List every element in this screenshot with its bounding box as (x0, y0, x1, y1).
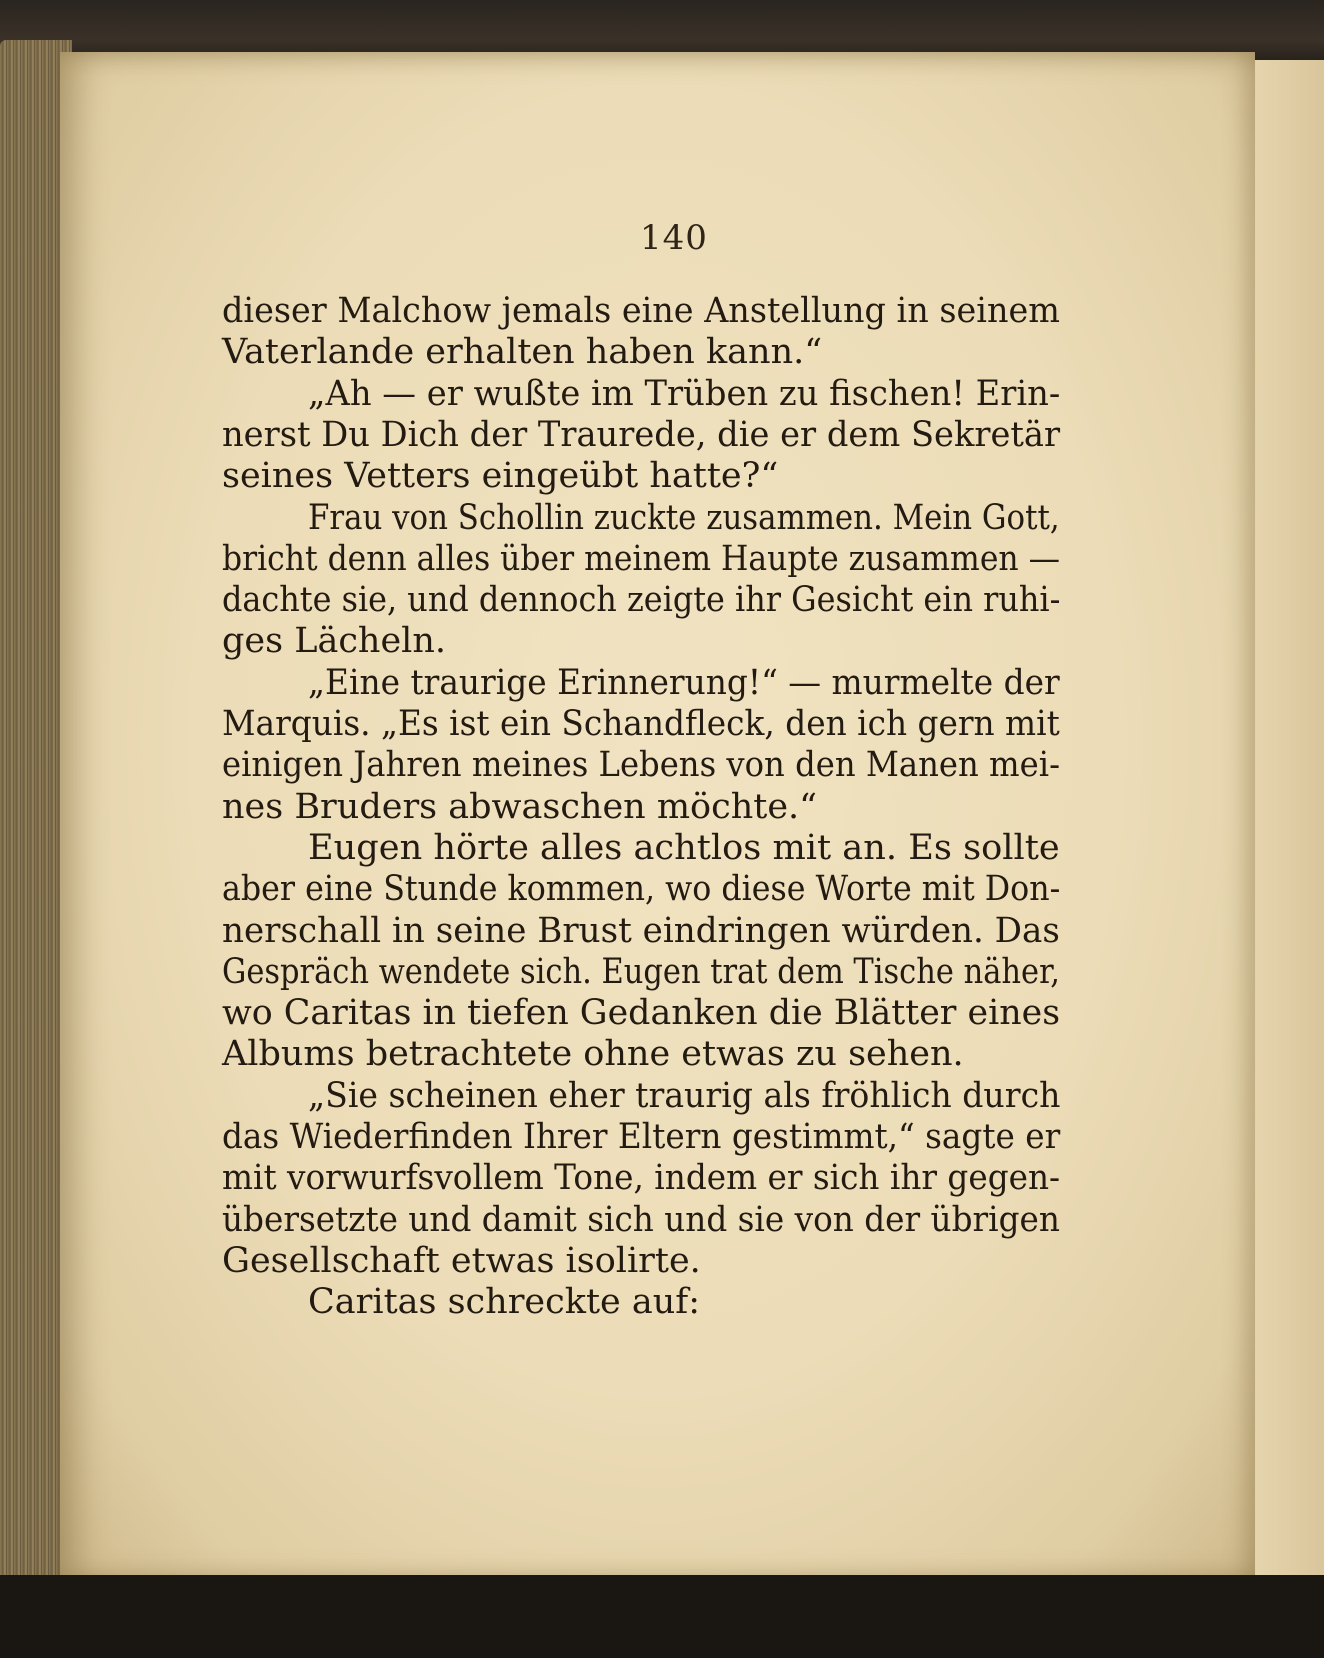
text-line: „Sie scheinen eher traurig als fröhlich durch (308, 1075, 1061, 1116)
text-line: Caritas schreckte auf: (308, 1282, 701, 1323)
text-line: Frau von Schollin zuckte zusammen. Mein Gott, (308, 497, 1060, 538)
text-line: nerst Du Dich der Traurede, die er dem Sekretär (222, 414, 1061, 455)
text-line: Vaterlande erhalten haben kann.“ (222, 332, 823, 373)
text-line: mit vorwurfsvollem Tone, indem er sich ihr gegen- (222, 1158, 1061, 1199)
text-line: dieser Malchow jemals eine Anstellung in seinem (222, 291, 1060, 331)
text-line: nerschall in seine Brust eindringen würden. Das (222, 910, 1060, 951)
text-line: ges Lächeln. (222, 621, 447, 662)
text-line: Gesellschaft etwas isolirte. (222, 1240, 701, 1281)
text-line: bricht denn alles über meinem Haupte zusammen — (222, 538, 1061, 579)
text-line: Albums betrachtete ohne etwas zu sehen. (222, 1034, 964, 1075)
text-line: aber eine Stunde kommen, wo diese Worte mit Don- (222, 869, 1061, 910)
text-line: einigen Jahren meines Lebens von den Manen mei- (222, 745, 1060, 786)
text-line: übersetzte und damit sich und sie von der übrigen (222, 1199, 1060, 1240)
text-line: dachte sie, und dennoch zeigte ihr Gesicht ein ruhi- (222, 580, 1061, 621)
text-line: nes Bruders abwaschen möchte.“ (222, 786, 818, 827)
text-line: „Eine traurige Erinnerung!“ — murmelte der (308, 662, 1060, 703)
text-line: wo Caritas in tiefen Gedanken die Blätter eines (222, 993, 1061, 1034)
page-number: 140 (640, 218, 708, 258)
text-line: seines Vetters eingeübt hatte?“ (222, 456, 779, 497)
text-line: Marquis. „Es ist ein Schandfleck, den ich gern mit (222, 704, 1060, 744)
text-line: das Wiederfinden Ihrer Eltern gestimmt,“ sagte er (222, 1117, 1061, 1157)
bottom-shadow (0, 1575, 1324, 1658)
text-line: Eugen hörte alles achtlos mit an. Es sollte (308, 827, 1060, 868)
text-line: „Ah — er wußte im Trüben zu fischen! Erin- (308, 373, 1061, 414)
text-line: Gespräch wendete sich. Eugen trat dem Tische näher, (222, 951, 1061, 992)
